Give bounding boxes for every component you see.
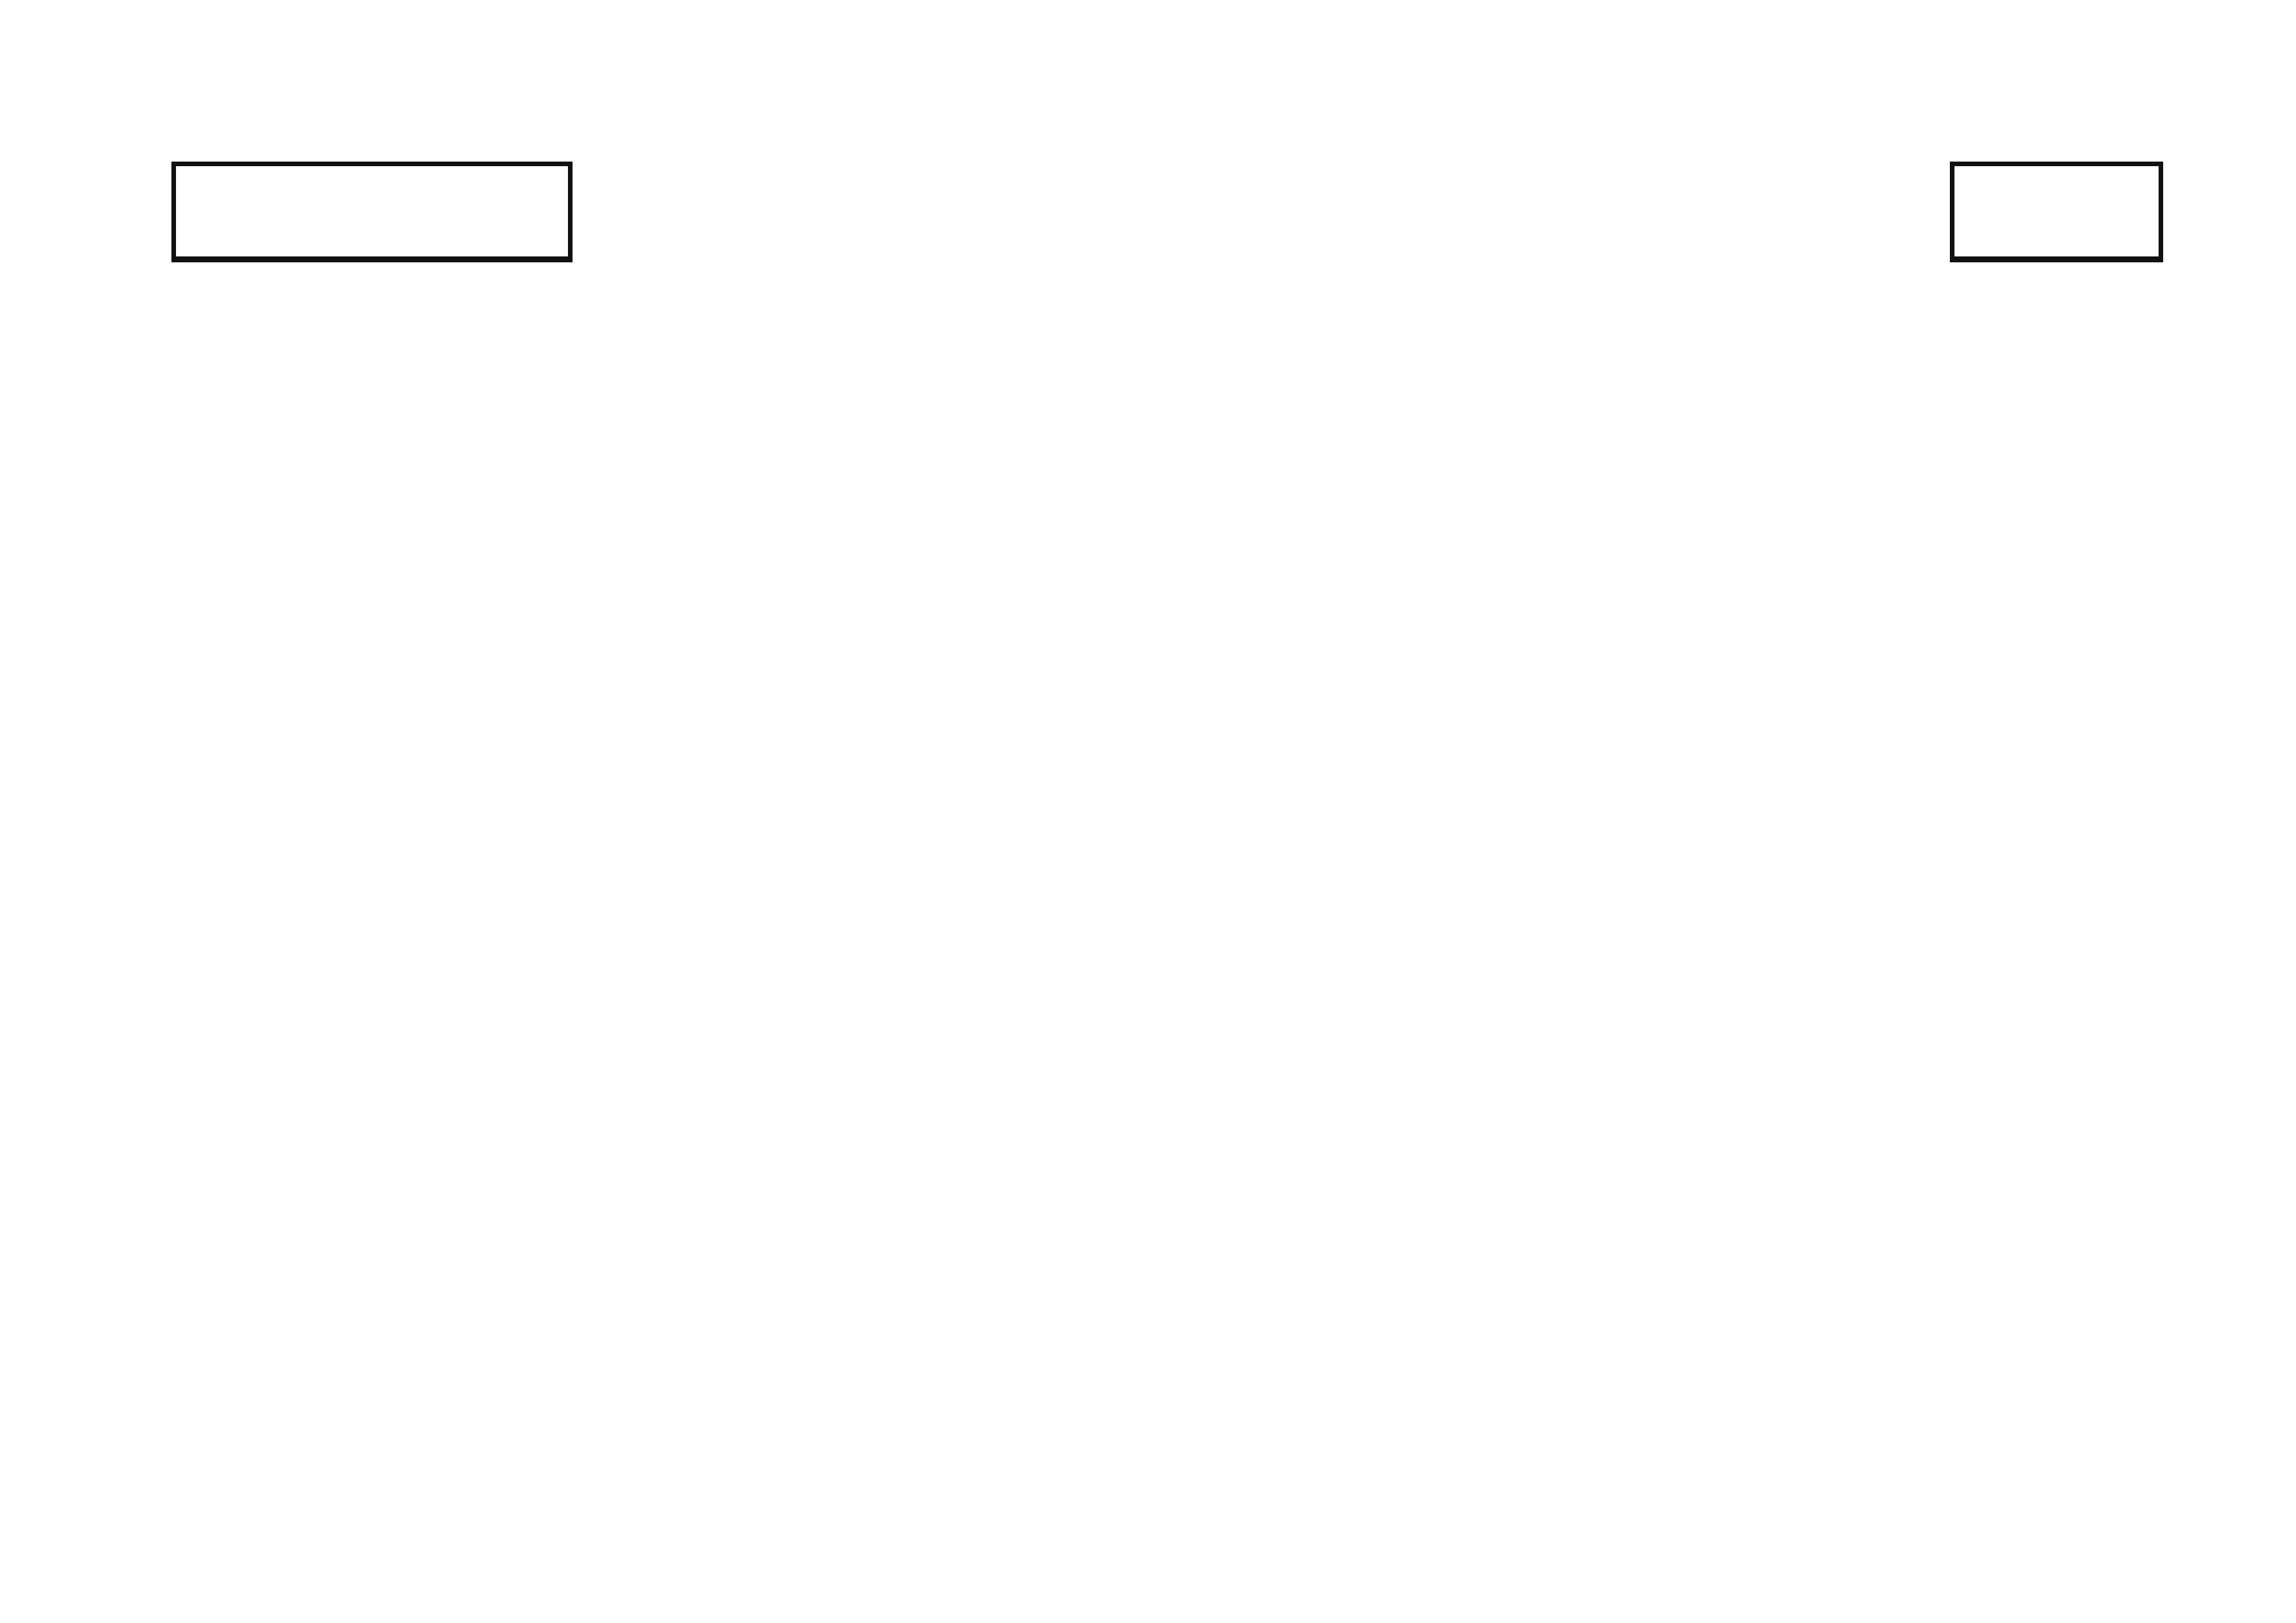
header-code: [877, 268, 1076, 464]
header-value-group: [1289, 265, 1636, 307]
header-units: [1083, 268, 1286, 464]
code-title-box: [1950, 162, 2163, 262]
header-max: [1439, 314, 1636, 461]
header-min: [1289, 314, 1436, 461]
header-source: [1953, 268, 2163, 464]
header-extra: [1639, 268, 1950, 464]
header-indicator: [196, 268, 347, 464]
header-properties: [383, 268, 874, 464]
material-title-box: [171, 162, 573, 262]
